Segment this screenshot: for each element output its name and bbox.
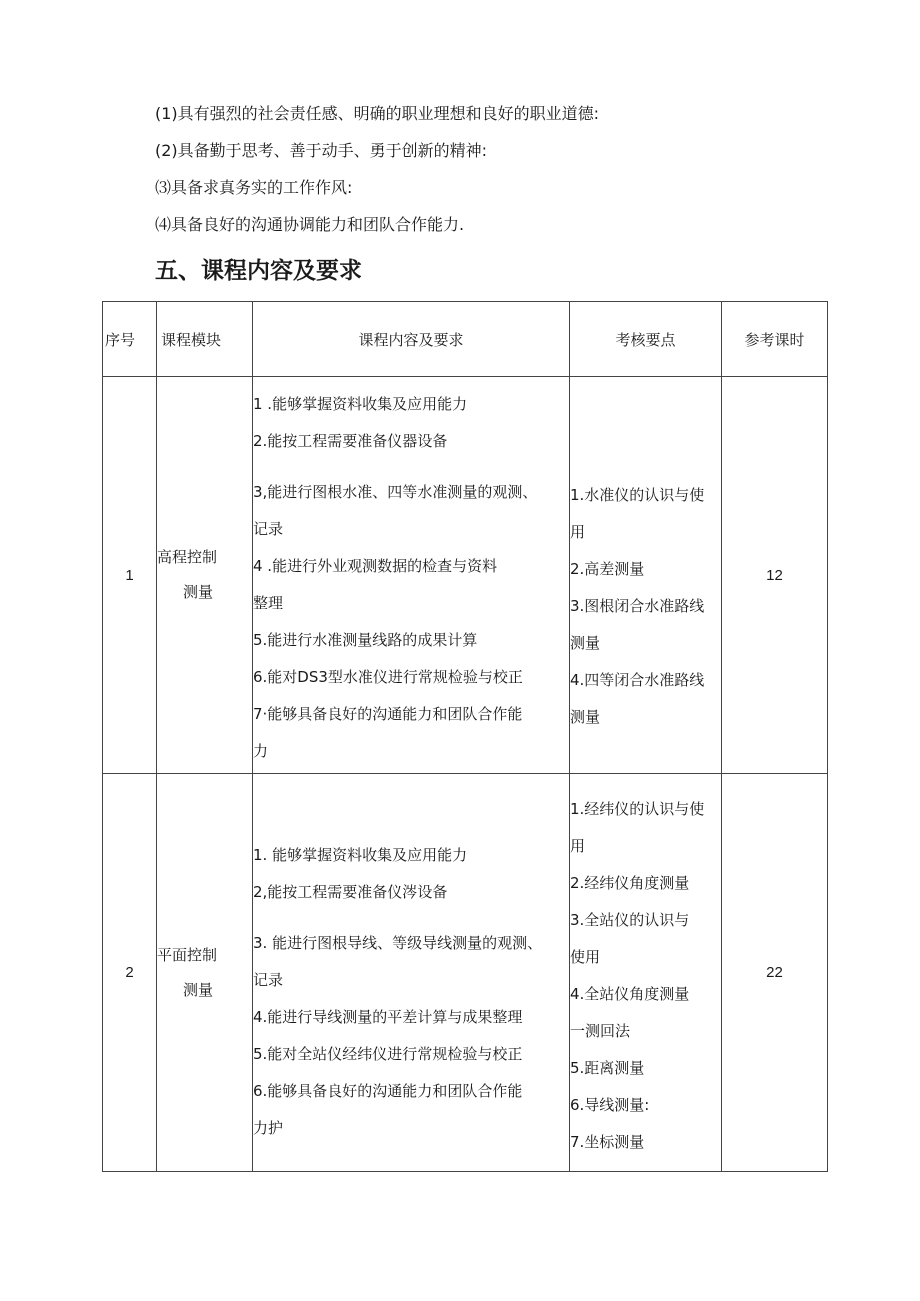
module-name-line2: 测量: [183, 980, 214, 999]
intro-item-4: ⑷具备良好的沟通协调能力和团队合作能力.: [155, 215, 465, 234]
content-line: 1 .能够掌握资料收集及应用能力: [253, 395, 468, 413]
module-cell: [157, 377, 253, 774]
content-line: 记录: [253, 520, 284, 538]
content-line: 5.能进行水准测量线路的成果计算: [253, 631, 478, 649]
hours-cell: 12: [722, 377, 828, 774]
content-line: 1. 能够掌握资料收集及应用能力: [253, 845, 468, 864]
module-name-line1: 平面控制: [157, 945, 218, 964]
content-line: 4.能进行导线测量的平差计算与成果整理: [253, 1007, 523, 1026]
content-line: 3. 能进行图根导线、等级导线测量的观测、: [253, 933, 543, 952]
key-point-line: 用: [570, 836, 586, 855]
key-points-cell: [570, 774, 722, 1172]
content-line: 4 .能进行外业观测数据的检查与资料: [253, 557, 498, 575]
header-no: 序号: [103, 302, 157, 377]
content-line: 力: [253, 742, 269, 760]
key-point-line: 4.全站仪角度测量: [570, 984, 690, 1003]
row-number: 2: [103, 774, 157, 1172]
intro-item-1: (1)具有强烈的社会责任感、明确的职业理想和良好的职业道德:: [155, 104, 600, 123]
key-point-line: 1.经纬仪的认识与使: [570, 799, 705, 818]
header-hours: 参考课时: [722, 302, 828, 377]
content-line: 力护: [253, 1118, 284, 1137]
row-number: 1: [103, 377, 157, 774]
content-cell: [253, 377, 570, 774]
table-header-row: [103, 302, 828, 377]
section-title: 五、课程内容及要求: [155, 258, 362, 284]
course-table: [102, 301, 828, 1172]
content-line: 7·能够具备良好的沟通能力和团队合作能: [253, 705, 523, 723]
key-point-line: 使用: [570, 947, 601, 966]
key-point-line: 测量: [570, 633, 601, 652]
key-point-line: 4.四等闭合水准路线: [570, 670, 705, 689]
key-point-line: 1.水准仪的认识与使: [570, 485, 705, 504]
content-line: 3,能进行图根水准、四等水准测量的观测、: [253, 483, 538, 501]
content-line: 记录: [253, 970, 284, 989]
key-point-line: 测量: [570, 707, 601, 726]
table-row: [103, 377, 828, 774]
key-point-line: 5.距离测量: [570, 1058, 645, 1077]
header-module: 课程模块: [157, 302, 253, 377]
key-point-line: 用: [570, 522, 586, 541]
header-content: 课程内容及要求: [253, 302, 570, 377]
content-cell: [253, 774, 570, 1172]
module-cell: [157, 774, 253, 1172]
content-line: 2,能按工程需要准备仪涔设备: [253, 882, 448, 901]
key-point-line: 2.高差测量: [570, 559, 645, 578]
key-point-line: 7.坐标测量: [570, 1132, 645, 1151]
content-line: 2.能按工程需要准备仪器设备: [253, 432, 448, 450]
hours-cell: 22: [722, 774, 828, 1172]
key-points-cell: [570, 377, 722, 774]
content-line: 5.能对全站仪经纬仪进行常规检验与校正: [253, 1044, 523, 1063]
key-point-line: 6.导线测量:: [570, 1095, 650, 1114]
intro-item-2: (2)具备勤于思考、善于动手、勇于创新的精神:: [155, 141, 488, 160]
content-line: 6.能对DS3型水准仪进行常规检验与校正: [253, 668, 523, 686]
key-point-line: 2.经纬仪角度测量: [570, 873, 690, 892]
key-point-line: 一测回法: [570, 1021, 631, 1040]
content-line: 6.能够具备良好的沟通能力和团队合作能: [253, 1081, 523, 1100]
module-name-line1: 高程控制: [157, 548, 218, 566]
key-point-line: 3.全站仪的认识与: [570, 910, 690, 929]
intro-item-3: ⑶具备求真务实的工作作风:: [155, 178, 353, 197]
key-point-line: 3.图根闭合水准路线: [570, 596, 705, 615]
header-key-points: 考核要点: [570, 302, 722, 377]
table-row: [103, 774, 828, 1172]
content-line: 整理: [253, 594, 284, 612]
module-name-line2: 测量: [183, 583, 214, 601]
